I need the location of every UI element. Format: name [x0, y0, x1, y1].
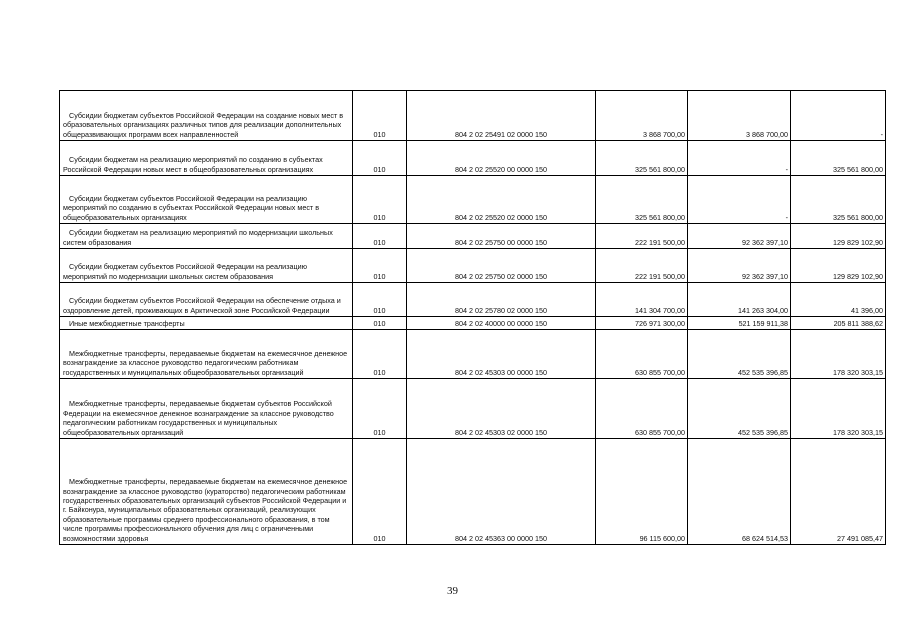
- row-code: 010: [353, 283, 407, 317]
- row-assigned: 325 561 800,00: [596, 176, 688, 224]
- row-assigned: 141 304 700,00: [596, 283, 688, 317]
- row-code: 010: [353, 176, 407, 224]
- row-name: Субсидии бюджетам субъектов Российской Федерации на реализацию мероприятий по модернизации школьных систем образования: [60, 249, 353, 283]
- row-unexecuted: 205 811 388,62: [791, 317, 886, 330]
- table-row: [60, 141, 886, 176]
- row-executed: -: [688, 176, 791, 224]
- row-unexecuted: 129 829 102,90: [791, 224, 886, 249]
- row-executed: 521 159 911,38: [688, 317, 791, 330]
- row-kbk: 804 2 02 25750 02 0000 150: [407, 249, 596, 283]
- table-row: [60, 224, 886, 249]
- row-assigned: 325 561 800,00: [596, 141, 688, 176]
- row-assigned: 96 115 600,00: [596, 439, 688, 545]
- row-assigned: 726 971 300,00: [596, 317, 688, 330]
- row-code: 010: [353, 330, 407, 379]
- row-code: 010: [353, 91, 407, 141]
- table-row: [60, 439, 886, 545]
- row-name: Межбюджетные трансферты, передаваемые бюджетам субъектов Российской Федерации на ежемесячное денежное вознаграждение за классное руководство педагогическим работникам государственных и муниципальных общеобразовательных организаций: [60, 379, 353, 439]
- page-number: 39: [447, 585, 458, 597]
- row-unexecuted: 325 561 800,00: [791, 141, 886, 176]
- table-row: [60, 283, 886, 317]
- row-name: Межбюджетные трансферты, передаваемые бюджетам на ежемесячное денежное вознаграждение за классное руководство (кураторство) педагогическим работникам государственных образовательных организаций субъектов Российской Федерации и г. Байконура, муниципальных образовательных организаций, реализующих образовательные программы среднего профессионального образования, в том числе программы профессионального обучения для лиц с ограниченными возможностями здоровья: [60, 439, 353, 545]
- row-kbk: 804 2 02 25780 02 0000 150: [407, 283, 596, 317]
- row-executed: 141 263 304,00: [688, 283, 791, 317]
- row-unexecuted: 129 829 102,90: [791, 249, 886, 283]
- row-assigned: 630 855 700,00: [596, 379, 688, 439]
- table-row: [60, 379, 886, 439]
- row-executed: 3 868 700,00: [688, 91, 791, 141]
- row-name: Межбюджетные трансферты, передаваемые бюджетам на ежемесячное денежное вознаграждение за классное руководство педагогическим работникам государственных и муниципальных общеобразовательных организаций: [60, 330, 353, 379]
- row-executed: 92 362 397,10: [688, 249, 791, 283]
- row-assigned: 222 191 500,00: [596, 224, 688, 249]
- row-code: 010: [353, 141, 407, 176]
- table-row: [60, 176, 886, 224]
- row-unexecuted: 41 396,00: [791, 283, 886, 317]
- row-executed: -: [688, 141, 791, 176]
- row-kbk: 804 2 02 25750 00 0000 150: [407, 224, 596, 249]
- budget-execution-table: [59, 90, 886, 545]
- row-kbk: 804 2 02 25520 00 0000 150: [407, 141, 596, 176]
- row-name: Иные межбюджетные трансферты: [60, 317, 353, 330]
- row-name: Субсидии бюджетам субъектов Российской Федерации на создание новых мест в образовательных организациях различных типов для реализации дополнительных общеразвивающих программ всех направленностей: [60, 91, 353, 141]
- row-name: Субсидии бюджетам на реализацию мероприятий по созданию в субъектах Российской Федерации новых мест в общеобразовательных организациях: [60, 141, 353, 176]
- row-kbk: 804 2 02 40000 00 0000 150: [407, 317, 596, 330]
- table-row: [60, 330, 886, 379]
- row-executed: 92 362 397,10: [688, 224, 791, 249]
- row-code: 010: [353, 317, 407, 330]
- table-row: [60, 249, 886, 283]
- row-name: Субсидии бюджетам субъектов Российской Федерации на обеспечение отдыха и оздоровление детей, проживающих в Арктической зоне Российской Федерации: [60, 283, 353, 317]
- row-kbk: 804 2 02 45303 00 0000 150: [407, 330, 596, 379]
- row-code: 010: [353, 224, 407, 249]
- row-unexecuted: -: [791, 91, 886, 141]
- row-assigned: 3 868 700,00: [596, 91, 688, 141]
- table-row: [60, 317, 886, 330]
- row-unexecuted: 178 320 303,15: [791, 330, 886, 379]
- row-kbk: 804 2 02 45363 00 0000 150: [407, 439, 596, 545]
- row-code: 010: [353, 379, 407, 439]
- table-row: [60, 91, 886, 141]
- row-kbk: 804 2 02 25520 02 0000 150: [407, 176, 596, 224]
- row-executed: 452 535 396,85: [688, 330, 791, 379]
- row-unexecuted: 178 320 303,15: [791, 379, 886, 439]
- row-assigned: 630 855 700,00: [596, 330, 688, 379]
- row-name: Субсидии бюджетам на реализацию мероприятий по модернизации школьных систем образования: [60, 224, 353, 249]
- row-code: 010: [353, 439, 407, 545]
- row-unexecuted: 27 491 085,47: [791, 439, 886, 545]
- row-executed: 452 535 396,85: [688, 379, 791, 439]
- row-code: 010: [353, 249, 407, 283]
- row-kbk: 804 2 02 45303 02 0000 150: [407, 379, 596, 439]
- row-name: Субсидии бюджетам субъектов Российской Федерации на реализацию мероприятий по созданию в субъектах Российской Федерации новых мест в общеобразовательных организациях: [60, 176, 353, 224]
- row-unexecuted: 325 561 800,00: [791, 176, 886, 224]
- row-kbk: 804 2 02 25491 02 0000 150: [407, 91, 596, 141]
- row-executed: 68 624 514,53: [688, 439, 791, 545]
- row-assigned: 222 191 500,00: [596, 249, 688, 283]
